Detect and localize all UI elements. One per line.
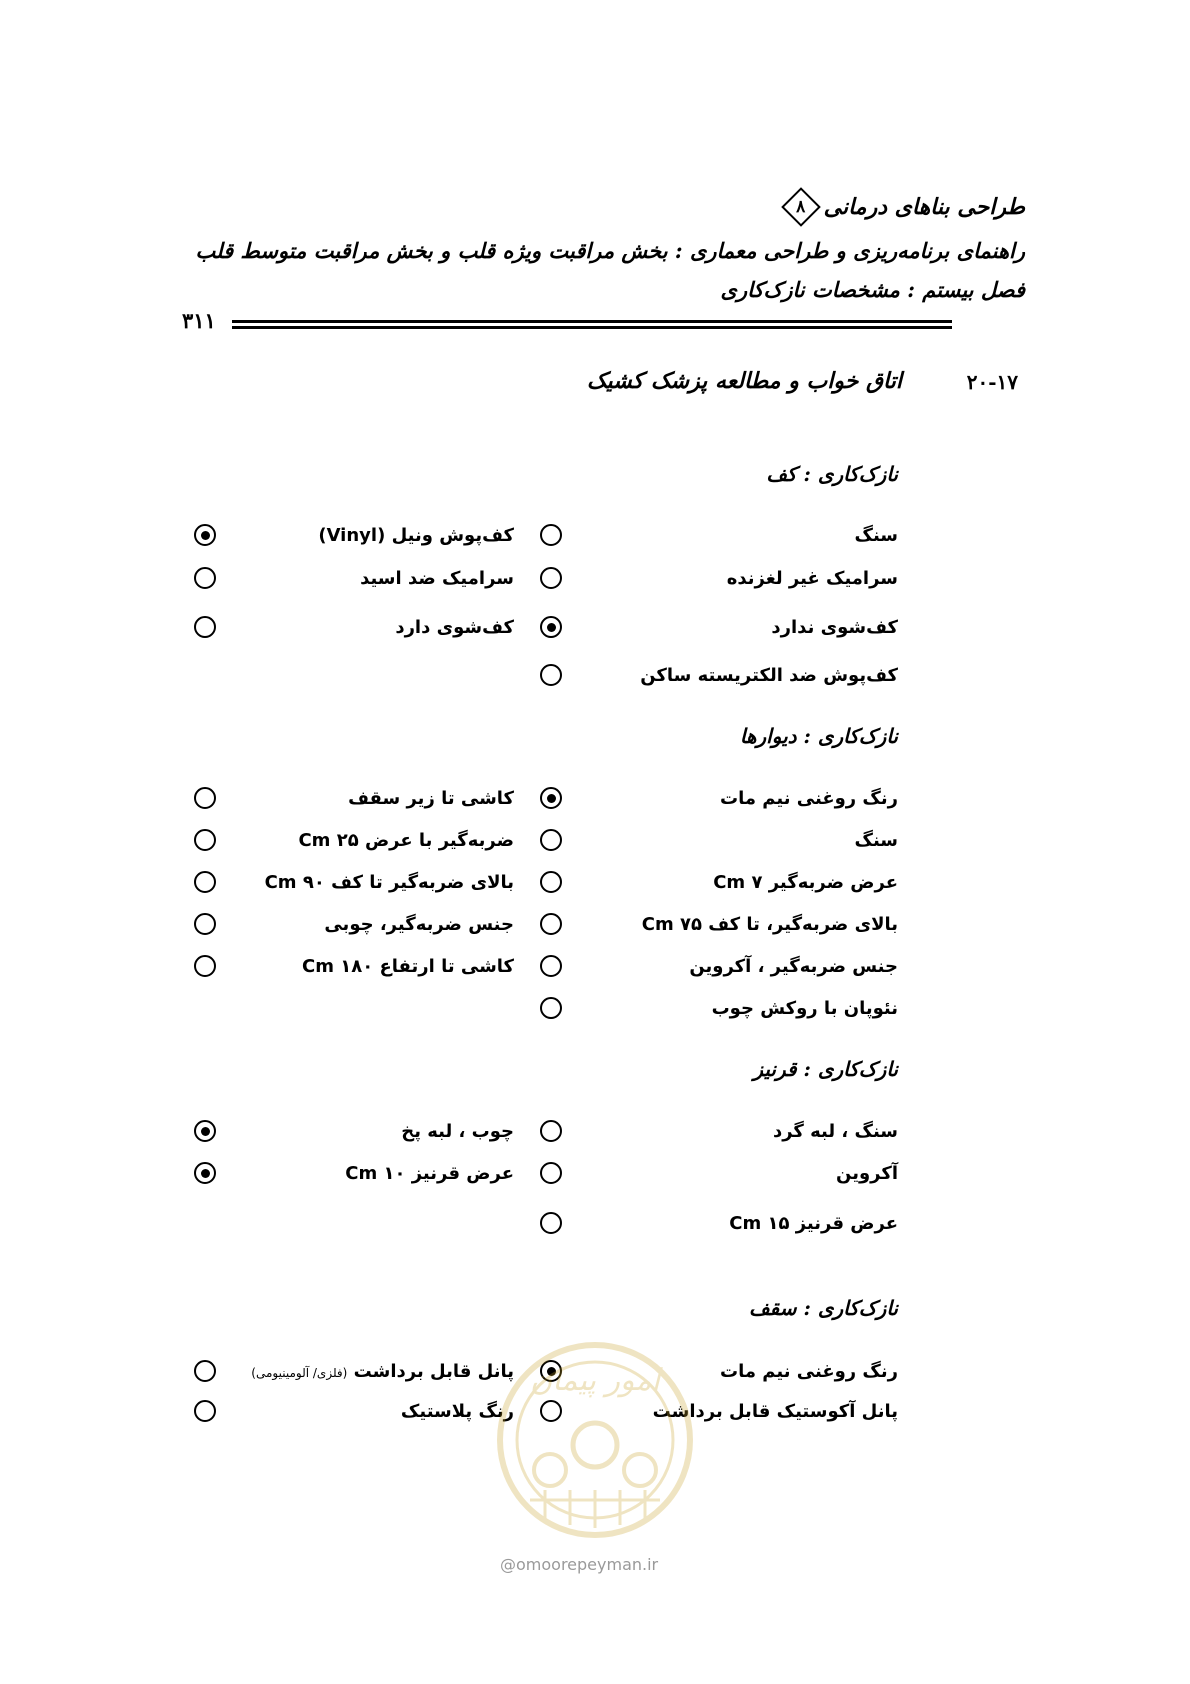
radio-unchecked-icon[interactable] (540, 1212, 562, 1234)
option-skirting-acrovyn[interactable] (568, 1158, 898, 1188)
option-label: آکروین (836, 1162, 898, 1184)
option-skirting-stone-round[interactable] (568, 1116, 898, 1146)
option-label: پانل آکوستیک قابل برداشت (652, 1400, 898, 1422)
option-label: کاشی تا زیر سقف (348, 787, 514, 809)
radio-unchecked-icon[interactable] (194, 787, 216, 809)
radio-checked-icon[interactable] (194, 524, 216, 546)
chapter-title: فصل بیستم : مشخصات نازک‌کاری (720, 277, 1025, 302)
watermark-logo-text: امور پیمان (530, 1363, 660, 1398)
radio-checked-icon[interactable] (540, 616, 562, 638)
option-label: عرض قرنیز ۱۰ Cm (345, 1162, 514, 1184)
option-label: کف‌شوی دارد (395, 616, 514, 638)
radio-checked-icon[interactable] (194, 1120, 216, 1142)
option-label: ضربه‌گیر با عرض ۲۵ Cm (298, 829, 514, 851)
radio-unchecked-icon[interactable] (194, 955, 216, 977)
option-skirting-width-15[interactable] (568, 1208, 898, 1238)
group-title-walls: نازک‌کاری : دیوارها (739, 724, 898, 748)
radio-unchecked-icon[interactable] (194, 1400, 216, 1422)
option-floor-stone[interactable] (568, 520, 898, 550)
watermark-url: @omoorepeyman.ir (500, 1555, 659, 1574)
option-label: کف‌پوش ضد الکتریسته ساکن (640, 664, 898, 686)
option-label: عرض قرنیز ۱۵ Cm (729, 1212, 898, 1234)
header-rule-top (232, 320, 952, 323)
option-label: بالای ضربه‌گیر، تا کف ۷۵ Cm (641, 913, 898, 935)
group-title-skirting: نازک‌کاری : قرنیز (753, 1057, 898, 1081)
option-label: سرامیک غیر لغزنده (726, 567, 898, 589)
radio-unchecked-icon[interactable] (194, 913, 216, 935)
seal-logo-icon (490, 1330, 700, 1550)
radio-unchecked-icon[interactable] (540, 524, 562, 546)
radio-unchecked-icon[interactable] (194, 567, 216, 589)
option-floor-acid-ceramic[interactable] (214, 563, 514, 593)
option-label: رنگ پلاستیک (400, 1400, 514, 1422)
radio-unchecked-icon[interactable] (194, 1360, 216, 1382)
option-label: کاشی تا ارتفاع ۱۸۰ Cm (302, 955, 514, 977)
option-wall-wood-veneer-board[interactable] (568, 993, 898, 1023)
option-label: جنس ضربه‌گیر ، آکروین (689, 955, 898, 977)
option-wall-bumper-wood[interactable] (214, 909, 514, 939)
option-note: (فلزی/ آلومینیومی) (251, 1365, 348, 1380)
radio-unchecked-icon[interactable] (194, 871, 216, 893)
option-skirting-wood-bevel[interactable] (214, 1116, 514, 1146)
radio-unchecked-icon[interactable] (540, 1162, 562, 1184)
option-ceiling-plastic-paint[interactable] (214, 1396, 514, 1426)
option-wall-tile-180[interactable] (214, 951, 514, 981)
series-title-text: طراحی بناهای درمانی (823, 194, 1025, 220)
radio-unchecked-icon[interactable] (540, 955, 562, 977)
option-label: رنگ روغنی نیم مات (720, 787, 898, 809)
option-label: سنگ ، لبه گرد (772, 1120, 898, 1142)
series-title (784, 190, 1025, 224)
option-label: رنگ روغنی نیم مات (720, 1360, 898, 1382)
option-label: پانل قابل برداشت (353, 1360, 514, 1382)
option-label: کف‌شوی ندارد (771, 616, 898, 638)
option-wall-semigloss-paint[interactable] (568, 783, 898, 813)
option-wall-bumper-height-90[interactable] (214, 867, 514, 897)
option-label: بالای ضربه‌گیر تا کف ۹۰ Cm (264, 871, 514, 893)
option-wall-bumper-width-7[interactable] (568, 867, 898, 897)
radio-unchecked-icon[interactable] (540, 1120, 562, 1142)
group-title-floor: نازک‌کاری : کف (766, 462, 898, 486)
radio-unchecked-icon[interactable] (540, 871, 562, 893)
radio-unchecked-icon[interactable] (540, 829, 562, 851)
radio-unchecked-icon[interactable] (194, 829, 216, 851)
option-floor-has-drain[interactable] (214, 612, 514, 642)
option-label: عرض ضربه‌گیر ۷ Cm (713, 871, 898, 893)
radio-unchecked-icon[interactable] (194, 616, 216, 638)
option-wall-stone[interactable] (568, 825, 898, 855)
radio-checked-icon[interactable] (540, 787, 562, 809)
page-number: ۳۱۱ (182, 308, 216, 333)
section-number: ۲۰-۱۷ (966, 370, 1018, 394)
option-floor-vinyl[interactable] (214, 520, 514, 550)
option-label: نئوپان با روکش چوب (711, 997, 898, 1019)
option-floor-antistatic[interactable] (568, 660, 898, 690)
option-label: جنس ضربه‌گیر، چوبی (324, 913, 514, 935)
radio-unchecked-icon[interactable] (540, 664, 562, 686)
radio-unchecked-icon[interactable] (540, 913, 562, 935)
series-number-badge (784, 190, 818, 224)
option-label: چوب ، لبه پخ (401, 1120, 514, 1142)
watermark-url-text: omoorepeyman.ir (516, 1555, 659, 1574)
radio-checked-icon[interactable] (194, 1162, 216, 1184)
radio-unchecked-icon[interactable] (540, 997, 562, 1019)
section-title: اتاق خواب و مطالعه پزشک کشیک (586, 368, 902, 394)
option-wall-bumper-width-25[interactable] (214, 825, 514, 855)
option-label: سنگ (854, 829, 898, 851)
header-rule-bottom (232, 326, 952, 329)
option-wall-bumper-height-75[interactable] (568, 909, 898, 939)
series-number: ۸ (796, 197, 806, 217)
option-label: سنگ (854, 524, 898, 546)
option-wall-bumper-acrovyn[interactable] (568, 951, 898, 981)
option-floor-nonslip-ceramic[interactable] (568, 563, 898, 593)
guide-title: راهنمای برنامه‌ریزی و طراحی معماری : بخش مراقبت ویژه قلب و بخش مراقبت متوسط قلب (195, 238, 1025, 263)
group-title-ceiling: نازک‌کاری : سقف (748, 1296, 898, 1320)
radio-unchecked-icon[interactable] (540, 567, 562, 589)
option-ceiling-removable-panel[interactable] (214, 1356, 514, 1386)
option-label: سرامیک ضد اسید (360, 567, 514, 589)
option-skirting-width-10[interactable] (214, 1158, 514, 1188)
option-floor-no-drain[interactable] (568, 612, 898, 642)
option-wall-tile-to-ceiling[interactable] (214, 783, 514, 813)
option-label: کف‌پوش ونیل (Vinyl) (318, 524, 514, 546)
